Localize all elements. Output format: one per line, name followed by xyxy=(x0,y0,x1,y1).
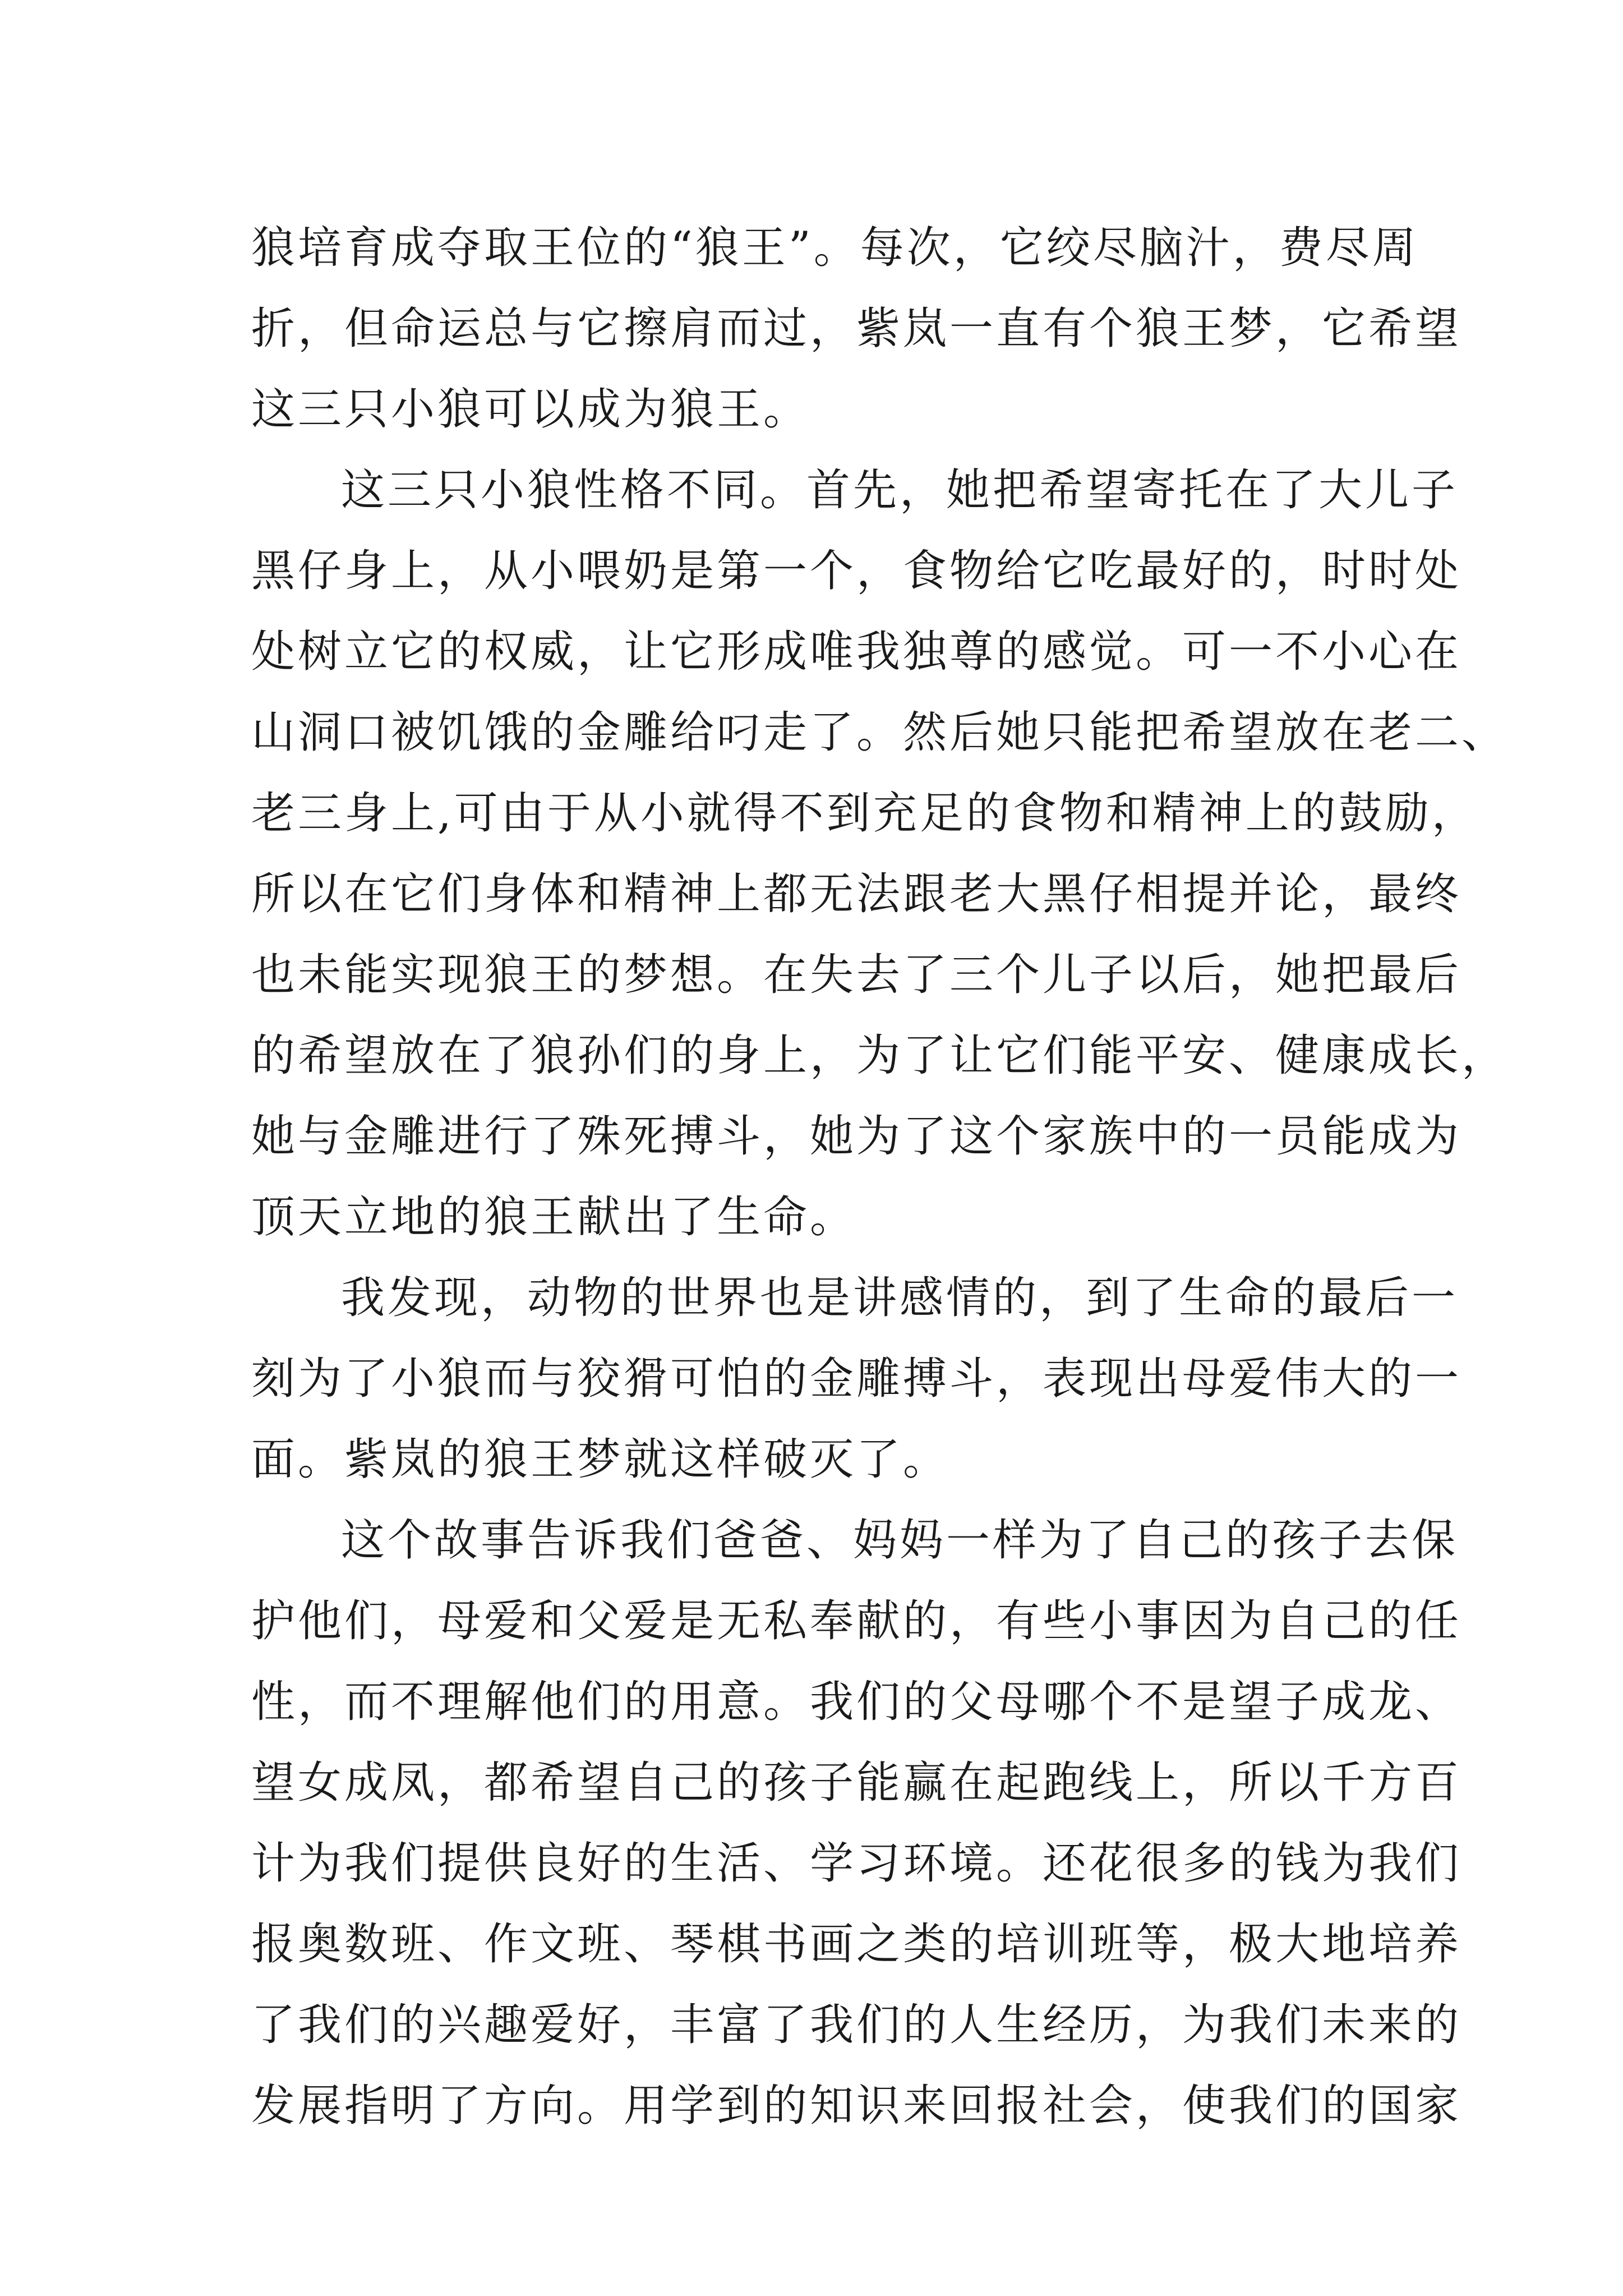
paragraph-4 xyxy=(251,1500,1462,2146)
text-line: 我发现，动物的世界也是讲感情的，到了生命的最后一 xyxy=(341,1273,1459,1323)
text-line: 护他们，母爱和父爱是无私奉献的，有些小事因为自己的任 xyxy=(251,1596,1462,1646)
text-line: 所以在它们身体和精神上都无法跟老大黑仔相提并论，最终 xyxy=(251,869,1462,919)
text-line: 处树立它的权威，让它形成唯我独尊的感觉。可一不小心在 xyxy=(251,627,1462,677)
text-line: 这三只小狼性格不同。首先，她把希望寄托在了大儿子 xyxy=(341,465,1459,516)
paragraph-3 xyxy=(251,1258,1462,1500)
text-line: 计为我们提供良好的生活、学习环境。还花很多的钱为我们 xyxy=(251,1838,1462,1889)
text-line: 这个故事告诉我们爸爸、妈妈一样为了自己的孩子去保 xyxy=(341,1515,1459,1566)
text-line: 顶天立地的狼王献出了生命。 xyxy=(251,1192,857,1243)
text-line: 的希望放在了狼孙们的身上，为了让它们能平安、健康成长， xyxy=(251,1030,1509,1081)
text-line: 报奥数班、作文班、琴棋书画之类的培训班等，极大地培养 xyxy=(251,1919,1462,1970)
text-line: 她与金雕进行了殊死搏斗，她为了这个家族中的一员能成为 xyxy=(251,1111,1462,1162)
body-text xyxy=(251,208,1509,2146)
text-line: 性，而不理解他们的用意。我们的父母哪个不是望子成龙、 xyxy=(251,1677,1462,1727)
text-line: 刻为了小狼而与狡猾可怕的金雕搏斗，表现出母爱伟大的一 xyxy=(251,1354,1462,1404)
text-line: 折，但命运总与它擦肩而过，紫岚一直有个狼王梦，它希望 xyxy=(251,303,1462,354)
text-line: 望女成凤，都希望自己的孩子能赢在起跑线上，所以千方百 xyxy=(251,1757,1462,1808)
text-line: 老三身上,可由于从小就得不到充足的食物和精神上的鼓励， xyxy=(251,788,1478,839)
text-line: 狼培育成夺取王位的“狼王”。每次，它绞尽脑汁，费尽周 xyxy=(251,223,1419,273)
text-line: 山洞口被饥饿的金雕给叼走了。然后她只能把希望放在老二、 xyxy=(251,707,1509,758)
text-line: 面。紫岚的狼王梦就这样破灭了。 xyxy=(251,1434,950,1485)
text-line: 这三只小狼可以成为狼王。 xyxy=(251,384,810,435)
text-line: 发展指明了方向。用学到的知识来回报社会，使我们的国家 xyxy=(251,2081,1462,2131)
paragraph-1 xyxy=(251,208,1462,450)
text-line: 也未能实现狼王的梦想。在失去了三个儿子以后，她把最后 xyxy=(251,950,1462,1000)
text-line: 了我们的兴趣爱好，丰富了我们的人生经历，为我们未来的 xyxy=(251,2000,1462,2050)
paragraph-2 xyxy=(251,450,1509,1258)
text-line: 黑仔身上，从小喂奶是第一个，食物给它吃最好的，时时处 xyxy=(251,546,1462,596)
